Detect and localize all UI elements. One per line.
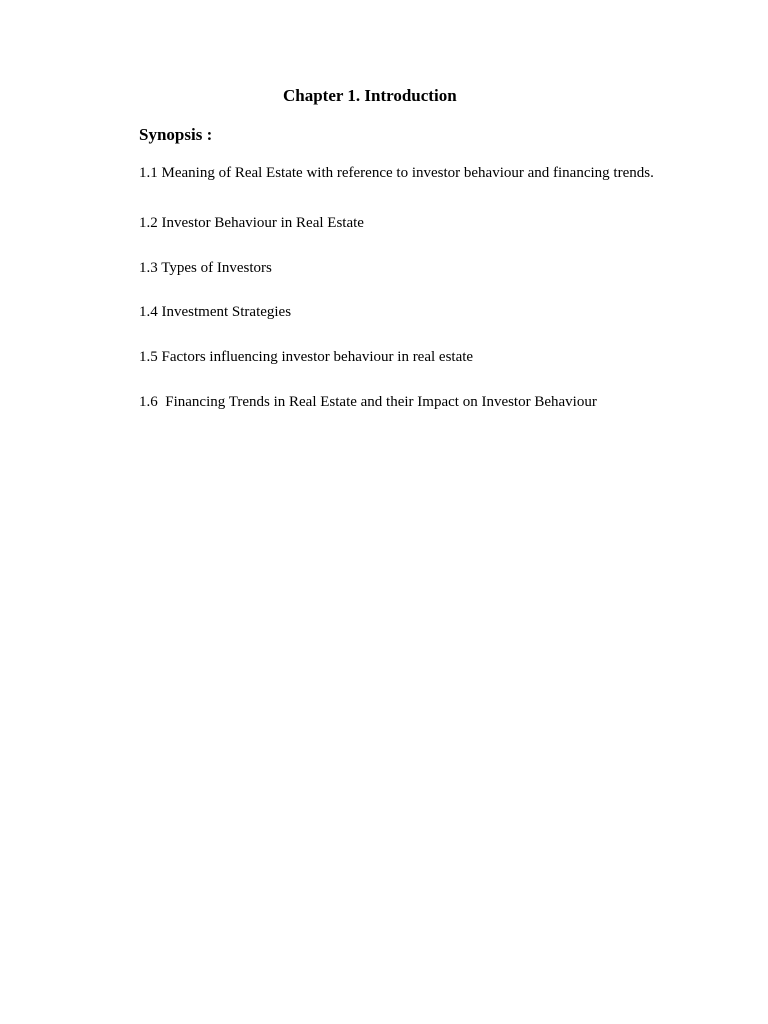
chapter-title: Chapter 1. Introduction (283, 86, 457, 105)
synopsis-item: 1.5 Factors influencing investor behaviour in real estate (139, 349, 474, 365)
synopsis-item: 1.1 Meaning of Real Estate with reference to investor behaviour and financing trends. (139, 165, 654, 181)
synopsis-item: 1.6 Financing Trends in Real Estate and their Impact on Investor Behaviour (139, 394, 597, 410)
synopsis-item: 1.2 Investor Behaviour in Real Estate (139, 215, 364, 231)
synopsis-heading: Synopsis : (139, 125, 213, 144)
synopsis-item: 1.4 Investment Strategies (139, 304, 292, 320)
synopsis-item: 1.3 Types of Investors (139, 260, 272, 276)
